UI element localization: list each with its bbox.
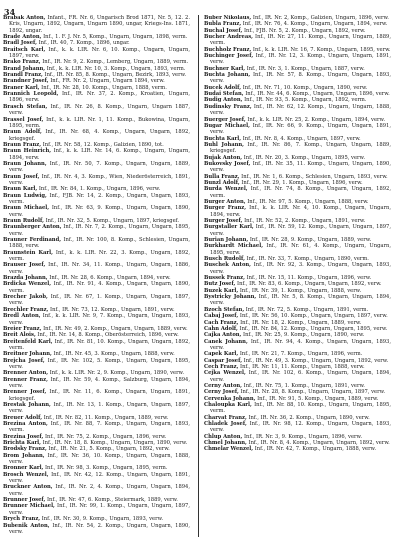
- entry-details: Inf., IR. Nr. 9, 2. Komp., Lemberg, Ungarn, 1889, verm.: [42, 59, 189, 66]
- entry-name: Chaloupka Karl,: [204, 401, 252, 408]
- entry-name: Cervenka Johann,: [204, 395, 256, 402]
- entry-details: Inf., IR. Nr. 36, 10. Komp., Ungarn, Ungarn, 1888, verw.: [9, 452, 190, 466]
- entry-details: Inf., k. k. LIR. Nr. 2, 9. Komp., Ungarn, 1890, verw.: [49, 370, 185, 377]
- entry-name: Buchholz Franz,: [204, 46, 252, 53]
- entry-details: Inf., 1. F. J. Nr. 5, Komp., Ungarn, Ungarn, 1898, verm.: [43, 34, 188, 41]
- entry-name: Bucek Adolf,: [204, 84, 242, 91]
- entry-name: Butz Josef,: [204, 281, 236, 288]
- entry-details: Inf., IR. Nr. 94, 4. Komp., Ungarn, Ungarn, 1893, verw.: [210, 338, 391, 351]
- entry-details: Inf., IR. Nr. 12, 3. Komp., Ungarn, Ungarn, 1891, verw.: [210, 53, 391, 66]
- entry-name: Budig Anton,: [204, 97, 243, 104]
- list-entry: [3, 15, 190, 34]
- list-entry: [3, 339, 190, 352]
- entry-details: Inf., IR. Nr. 85, 8. Komp., Ungarn, Bezirk, 1893, verw.: [44, 72, 187, 79]
- list-entry: [204, 224, 391, 237]
- entry-name: Brandl Franz,: [3, 72, 43, 79]
- entry-details: Inf., k. k. LIR. Nr. 10, 3. Komp., Ungarn, 1893, verm.: [46, 65, 186, 72]
- entry-name: Braun Rudolf,: [3, 218, 44, 224]
- entry-details: Inf., IR. Nr. 7, 2. Komp., Ungarn, Ungarn, 1895, verw.: [9, 224, 190, 237]
- entry-details: Inf., IR. Nr. 82, 11. Komp., Ungarn, 1889, verw.: [43, 414, 169, 421]
- entry-details: Inf., IR. Nr. 86, 7. Komp., Ungarn, Ungarn, 1889, kriegsgef.: [210, 141, 391, 155]
- list-entry: [3, 472, 190, 485]
- entry-name: Bukovsky Josef,: [204, 160, 251, 167]
- list-entry: [204, 34, 391, 47]
- entry-details: Inf., IR. Nr. 63, 9. Komp., Ungarn, Ungarn, 1890, verw.: [9, 205, 190, 218]
- entry-name: Caspar Josef,: [204, 357, 242, 364]
- entry-name: Braitsch Karl,: [3, 46, 46, 53]
- entry-details: Inf., IR. Nr. 21, 7. Komp., Ungarn, 1896, verm.: [239, 351, 363, 358]
- entry-details: Inf., IR. Nr. 26, 8. Komp., Ungarn, Ungarn 1887, verw.: [9, 103, 190, 117]
- entry-details: Inf., IR. Nr. 98, 3. Komp., Ungarn, 1895, verm.: [45, 465, 168, 472]
- entry-name: Braun Karl,: [3, 186, 38, 193]
- entry-details: Inf., IR. Nr. 66, 9. Komp., Ungarn, Ungarn, 1891, verw.: [210, 122, 391, 136]
- entry-details: Inf., IR. Nr. 50, 7. Komp., Ungarn, Ungarn, 1889, verw.: [9, 160, 190, 174]
- entry-name: Brdicka Wenzel,: [3, 281, 52, 288]
- entry-details: Inf., IR. Nr. 18, 2. Komp., Ungarn, 1889, verw.: [240, 319, 362, 326]
- list-entry: [204, 446, 391, 452]
- entry-details: Inf., IR. Nr. 88, 7. Komp., Ungarn, Ungarn, 1893, verm.: [9, 421, 190, 434]
- entry-name: Brauser Josef,: [3, 262, 46, 269]
- entry-details: Inf., IR. Nr. 21, 5. Komp., Ungarn, 1892, verw.: [48, 446, 170, 453]
- list-entry: [3, 421, 190, 434]
- entry-name: Cach Franz,: [204, 319, 239, 326]
- entry-details: Inf., IR. Nr. 4, 3. Komp., Wien, Niederösterreich, 1891, verw.: [9, 173, 190, 186]
- entry-name: Buzek Karl,: [204, 287, 239, 294]
- entry-details: Inf., IR. Nr. 57, 8. Komp., Ungarn, Ungarn, 1893, verw.: [210, 72, 391, 85]
- list-entry: [3, 523, 190, 536]
- entry-details: Inf., IR. Nr. 92, 3. Komp., Ungarn, Ungarn, 1893, verw.: [210, 262, 391, 275]
- list-entry: [204, 421, 391, 434]
- entry-name: Canek Johann,: [204, 338, 248, 345]
- entry-name: Brauner Ferdinand,: [3, 237, 62, 244]
- entry-name: Brechler Franz,: [3, 306, 49, 313]
- entry-name: Braun Ludwig,: [3, 192, 47, 199]
- entry-details: Inf., IR. Nr. 61, 4. Komp., Ungarn, Ungarn, 1895, verw.: [210, 243, 391, 256]
- entry-details: Inf., IR. Nr. 37, 2. Komp., Kroatien, Ungarn, 1896, verw.: [9, 91, 190, 104]
- list-entry: [204, 262, 391, 275]
- entry-details: Inf., IR. Nr. 58, 12. Komp., Galizien, 1890, tot.: [42, 141, 164, 148]
- list-entry: [3, 129, 190, 142]
- entry-details: Inf., IR. Nr. 93, 5. Komp., Ungarn, 1892, verm.: [244, 97, 367, 104]
- entry-name: Brassel Josef,: [3, 116, 44, 123]
- entry-name: Burgstaller Karl,: [204, 224, 254, 231]
- entry-name: Burger Franz,: [204, 205, 247, 212]
- entry-details: Inf., k. k. LIR. Nr. 16, 7. Komp., Ungarn, 1895, verw.: [252, 46, 391, 53]
- entry-name: Brych Franz,: [3, 516, 41, 523]
- entry-details: Inf., IR. 40, 7. Komp., 1896, ungar.: [38, 40, 130, 47]
- entry-name: Bruckner Anton,: [3, 484, 53, 491]
- entry-details: Inf., IR. Nr. 47, 6. Komp., Steiermark, 1889, verw.: [47, 497, 178, 504]
- list-entry: [3, 503, 190, 516]
- column-divider: [198, 15, 199, 537]
- entry-details: Inf., IR. Nr. 5, 8. Komp., Ungarn, Ungarn, 1894, verw.: [210, 294, 391, 307]
- entry-details: Inf., IR. Nr. 20, 3. Komp., Ungarn, 1895, verw.: [243, 154, 365, 161]
- entry-name: Brako Franz,: [3, 59, 41, 66]
- list-entry: [204, 243, 391, 256]
- entry-name: Brabak Anton,: [3, 15, 46, 21]
- entry-name: Buchner Karl,: [204, 65, 246, 72]
- entry-details: Inf., IR. Nr. 102, 6. Komp., Ungarn, Ungarn, 1894, verw.: [210, 370, 391, 383]
- list-entry: [204, 186, 391, 199]
- entry-details: Inf., IR. Nr. 3, 9. Komp., Ungarn, 1896, verw.: [243, 433, 362, 440]
- entry-name: Braun Adolf,: [3, 129, 42, 136]
- entry-name: Braunberger Anton,: [3, 224, 62, 231]
- right-column: [204, 15, 391, 535]
- entry-name: Brandner Josef,: [3, 78, 49, 85]
- entry-details: Inf., IR. Nr. 75, 1. Komp., Ungarn, 1891, verw.: [243, 382, 365, 389]
- entry-details: Inf., IR. Nr. 76, 4. Komp., Ungarn, Ungarn, 1894, verw.: [242, 21, 388, 28]
- entry-details: Inf., IR. Nr. 34, 11. Komp., Ungarn, Ungarn, 1886, verw.: [9, 262, 190, 275]
- entry-details: Inf., IR. Nr. 100, 8. Komp., Schlesien, Ungarn, 1888, verw.: [9, 237, 190, 250]
- entry-name: Buchta Johann,: [204, 72, 251, 79]
- list-entry: [204, 402, 391, 415]
- entry-name: Buhl Johann,: [204, 141, 244, 148]
- entry-name: Breier Franz,: [3, 325, 42, 332]
- entry-details: Inf., IR. Nr. 44, 6. Komp., Ungarn, Ungarn, 1896, verw.: [245, 91, 390, 98]
- list-entry: [204, 123, 391, 136]
- entry-details: Inf., IR. Nr. 2, Komp., Galizien, Ungarn, 1896, verw.: [252, 15, 389, 21]
- entry-details: Inf., IR. Nr. 32, 5. Komp., Ungarn, 1897, kriegsgef.: [45, 218, 180, 224]
- entry-details: Inf., k. k. LIR. Nr. 25, 2. Komp., Ungarn, 1894, verw.: [247, 116, 386, 123]
- list-entry: [3, 484, 190, 497]
- entry-name: Chmelar Wenzel,: [204, 446, 254, 453]
- entry-name: Buerger Josef,: [204, 116, 246, 123]
- entry-details: Inf., IR. Nr. 13, 1. Komp., Ungarn, Ungarn, 1897, verw.: [9, 401, 190, 415]
- list-entry: [204, 205, 391, 218]
- entry-name: Buschek Anton,: [204, 262, 251, 269]
- list-entry: [3, 104, 190, 117]
- entry-name: Bussek Franz,: [204, 275, 245, 282]
- entry-details: Inf., IR. Nr. 71, 10. Komp., Ungarn, 1890, verw.: [242, 84, 368, 91]
- entry-details: Inf., k. k. LIR. Nr. 1, 11. Komp., Bukowina, Ungarn, 1895, verm.: [9, 116, 190, 129]
- entry-name: Brejcha Josef,: [3, 357, 45, 364]
- entry-name: Brunner Michael,: [3, 503, 55, 510]
- list-entry: [204, 294, 391, 307]
- entry-details: Inf., IR. Nr. 68, 4. Komp., Ungarn, Ungarn, 1892, kriegsgef.: [9, 129, 190, 142]
- entry-name: Burger Josef,: [204, 218, 243, 224]
- entry-details: Inf., IR. Nr. 33, 7. Komp., Ungarn, 1890, verm.: [246, 256, 369, 263]
- entry-details: Inf., IR. Nr. 52, 2. Komp., Ungarn, 1891, verw.: [244, 218, 366, 224]
- entry-details: Inf., IR. Nr. 28, 8. Komp., Ungarn, Ungarn, 1897, verw.: [240, 389, 386, 396]
- entry-name: Chlup Anton,: [204, 433, 243, 440]
- list-entry: [3, 389, 190, 402]
- entry-name: Buchal Josef,: [204, 27, 243, 34]
- entry-name: Burian Johann,: [204, 237, 249, 244]
- list-entry: [204, 142, 391, 155]
- entry-details: Inf., k. k. LIR. Nr. 6, 10. Komp., Ungarn, Ungarn, 1897, verw.: [9, 46, 190, 60]
- page-number: 34: [4, 7, 16, 17]
- entry-details: Inf., IR. Nr. 30, 9. Komp., Ungarn, 1893, verw.: [41, 516, 164, 523]
- entry-name: Cabaj Josef,: [204, 313, 239, 320]
- entry-details: Inf., IR. Nr. 97, 5. Komp., Ungarn, 1888, verw.: [247, 198, 369, 205]
- entry-name: Brazda Johann,: [3, 275, 48, 282]
- entry-name: Brenner Josef,: [3, 389, 47, 396]
- entry-name: Buber Nikolaus,: [204, 15, 252, 21]
- list-entry: [3, 193, 190, 206]
- entry-details: Inf., IR. Nr. 83, 6. Komp., Ungarn, Ungarn, 1892, verw.: [237, 281, 382, 288]
- entry-details: Inf., IR. Nr. 88, 10. Komp., Ungarn, Ungarn, 1895, verm.: [210, 401, 391, 415]
- entry-name: Braun Johann,: [3, 160, 47, 167]
- entry-details: Inf., IR. Nr. 75, 2. Komp., Ungarn, 1896, verw.: [45, 433, 167, 440]
- entry-name: Cerny Josef,: [204, 389, 239, 396]
- entry-name: Budinsky Franz,: [204, 103, 252, 110]
- list-entry: [204, 53, 391, 66]
- entry-name: Brade Anton,: [3, 34, 42, 41]
- entry-details: Inf., IR. Nr. 62, 12. Komp., Ungarn, Ungarn, 1888, verw.: [210, 103, 391, 117]
- entry-details: Inf., FR. Nr. 2, Ungarn, Ungarn 1894, verw.: [50, 78, 165, 85]
- entry-name: Brannich Leopold,: [3, 91, 59, 98]
- entry-name: Bubla Franz,: [204, 21, 242, 28]
- entry-name: Chmel Johann,: [204, 440, 247, 447]
- entry-name: Bradl Josef,: [3, 40, 37, 47]
- list-entry: [204, 104, 391, 117]
- entry-details: Inf., IR. Nr. 49, 3. Komp., Ungarn, Ungarn, 1892, verw.: [243, 357, 389, 364]
- entry-details: Inf., IR. Nr. 27, 11. Komp., Ungarn, Ungarn, 1889, verm.: [210, 34, 391, 47]
- entry-details: Inf., IR. Nr. 14, 8. Komp., Oberösterreich, 1896, verw.: [37, 332, 179, 339]
- list-entry: [3, 358, 190, 371]
- entry-details: Inf., IR. Nr. 59, 4. Komp., Salzburg, Ungarn, 1894, verw.: [9, 376, 190, 389]
- list-entry: [3, 262, 190, 275]
- entry-details: Inf., IR. Nr. 45, 3. Komp., Ungarn, 1888, verw.: [53, 351, 175, 358]
- entry-details: Inf., IR. Nr. 39, 1. Komp., Ungarn, 1888, verw.: [239, 287, 362, 294]
- entry-details: Inf., k. k. LIR. Nr. 14, 6. Komp., Ungarn, Ungarn, 1894, verw.: [9, 148, 190, 161]
- entry-details: Inf., IR. Nr. 1, 6. Komp., Schlesien, Ungarn, 1893, verw.: [241, 173, 388, 180]
- entry-name: Braun Heinrich,: [3, 148, 52, 155]
- entry-name: Bucher Andreas,: [204, 34, 253, 41]
- entry-details: Inf., IR. Nr. 25, 9. Komp., Ungarn, 1890, verw.: [243, 332, 365, 339]
- entry-name: Brunner Josef,: [3, 497, 46, 504]
- entry-name: Bujak Anton,: [204, 154, 243, 161]
- entry-details: Inf., IR. Nr. 29, 1. Komp., Ungarn, 1896, verw.: [241, 179, 363, 186]
- entry-details: Inf., k. k. LIR. Nr. 9, 7. Komp., Ungarn, Ungarn, 1893, verw.: [9, 313, 190, 326]
- entry-name: Bugar Michael,: [204, 122, 250, 129]
- entry-name: Braun Franz,: [3, 141, 42, 148]
- entry-name: Bronner Karl,: [3, 465, 44, 472]
- entry-name: Burger Anton,: [204, 198, 246, 205]
- entry-details: Inf., IR. Nr. 15, 11. Komp., Ungarn, 1896, verw.: [246, 275, 372, 282]
- entry-name: Brand Johann,: [3, 65, 46, 72]
- entry-details: Inf., IR. Nr. 72, 5. Komp., Ungarn, 1891, verm.: [245, 306, 369, 313]
- entry-details: Inf., IR. Nr. 18, 8. Komp., Ungarn, Ungarn, 1890, verw.: [42, 440, 188, 447]
- entry-name: Breuer Adolf,: [3, 414, 43, 421]
- entry-name: Brecher Jakob,: [3, 294, 48, 301]
- entry-name: Braner Karl,: [3, 84, 40, 91]
- entry-name: Cejka Wenzel,: [204, 370, 246, 377]
- entry-name: Chladek Josef,: [204, 421, 247, 427]
- list-entry: [3, 224, 190, 237]
- list-entry: [3, 237, 190, 250]
- entry-details: Inf., IR. Nr. 59, 12. Komp., Ungarn, Ungarn, 1897, verw.: [210, 224, 391, 237]
- entry-name: Buchinger Josef,: [204, 53, 254, 60]
- entry-name: Braun Michael,: [3, 205, 50, 212]
- entry-name: Bystricky Johann,: [204, 294, 257, 301]
- entry-details: Inf., IR. Nr. 49, 2. Komp., Ungarn, Ungarn, 1889, verw.: [43, 325, 188, 332]
- entry-details: Inf., IR. Nr. 11, 11. Komp., Ungarn, 1888, verw.: [240, 363, 365, 370]
- entry-details: Inf., IR. Nr. 36, 2. Komp., Ungarn, 1890, verw.: [248, 414, 370, 421]
- entry-details: Inf., IR. Nr. 28, 10. Komp., Ungarn, 1888, verm.: [41, 84, 167, 91]
- list-entry: [204, 161, 391, 174]
- entry-name: Brenner Franz,: [3, 376, 48, 383]
- entry-details: Inf., IR. Nr. 28, 9. Komp., Ungarn, 1889, verw.: [249, 237, 372, 244]
- entry-name: Cech Franz,: [204, 363, 239, 370]
- entry-name: Bzoch Stefan,: [204, 306, 245, 313]
- list-entry: [204, 339, 391, 352]
- entry-details: Inf., IR. Nr. 81, 10. Komp., Ungarn, Ungarn, 1892, verm.: [9, 338, 190, 351]
- entry-name: Bubenik Anton,: [3, 522, 50, 529]
- entry-name: Braunstein Karl,: [3, 249, 53, 256]
- entry-details: Inf., IR. Nr. 54, 2. Komp., Ungarn, Ungarn, 1890, verw.: [9, 522, 190, 535]
- entry-name: Brichta Karl,: [3, 440, 41, 447]
- entry-details: Inf., IR. Nr. 91, 4. Komp., Ungarn, Ungarn, 1890, verm.: [9, 281, 190, 294]
- entry-details: Inf., IR. Nr. 8, 4. Komp., Ungarn, 1897, verw.: [242, 135, 361, 142]
- list-entry: [3, 174, 190, 187]
- entry-name: Brodsky Franz,: [3, 446, 47, 453]
- list-entry: [204, 370, 391, 383]
- entry-details: Inf., IR. Nr. 28, 6. Komp., Ungarn, 1894, verw.: [49, 275, 171, 282]
- entry-name: Charvat Franz,: [204, 414, 247, 421]
- entry-name: Cerny Anton,: [204, 382, 242, 389]
- entry-name: Burda Wenzel,: [204, 186, 248, 193]
- entry-details: Inf., IR. Nr. 67, 1. Komp., Ungarn, Ungarn, 1897, verw.: [9, 294, 190, 307]
- entry-name: Budai Stefan,: [204, 91, 244, 98]
- list-entry: [3, 281, 190, 294]
- entry-details: Infant., FR. Nr. 6, Ungarisch Brod 1871, Nr. 5, 12. 2. Kris, Ungarn, 1892, Ungarn, Ungarn 1890, ungar, Kriegs-Ins. 1871, 1892, ungar.: [9, 15, 190, 34]
- entry-details: Inf., IR. Nr. 42, 7. Komp., Ungarn, 1888, verw.: [254, 446, 377, 453]
- list-entry: [3, 250, 190, 263]
- list-entry: [3, 313, 190, 326]
- entry-details: Inf., IR. Nr. 102, 5. Komp., Ungarn, Ungarn, 1895, verw.: [9, 357, 190, 370]
- entry-details: Inf., IR. Nr. 2, 4. Komp., Ungarn, Ungarn, 1894, verw.: [9, 484, 190, 497]
- entry-name: Braun Josef,: [3, 173, 40, 180]
- entry-name: Buchta Karl,: [204, 135, 242, 142]
- entry-details: Inf., IR. Nr. 56, 10. Komp., Ungarn, Ungarn, 1897, verw.: [239, 313, 388, 320]
- list-entry: [3, 161, 190, 174]
- entry-name: Burkhardt Michael,: [204, 243, 263, 250]
- entry-details: Inf., IR. Nr. 91, 5. Komp., Ungarn, 1889, verw.: [257, 395, 379, 402]
- entry-name: Busch Rudolf,: [204, 256, 245, 263]
- entry-details: Inf., IR. Nr. 3, 1. Komp., Ungarn, 1887, verw.: [246, 65, 365, 72]
- entry-details: Inf., IR. Nr. 73, 12. Komp., Ungarn, 1891, verw.: [50, 306, 175, 313]
- entry-details: Inf., IR. Nr. 42, 12. Komp., Ungarn, Ungarn, 1891, verw.: [9, 471, 190, 485]
- entry-details: Inf., IR. Nr. 98, 12. Komp., Ungarn, Ungarn, 1893, verw.: [210, 421, 391, 434]
- entry-name: Breitenfeld Karl,: [3, 338, 53, 345]
- entry-name: Cajka Anton,: [204, 332, 242, 339]
- entry-name: Brezina Josef,: [3, 433, 44, 440]
- list-entry: [3, 294, 190, 307]
- entry-details: Inf., FJB. Nr. 14, 2. Komp., Ungarn, Ungarn, 1893, verm.: [9, 192, 190, 205]
- left-column: [3, 15, 190, 535]
- entry-name: Breitner Johann,: [3, 351, 52, 358]
- entry-details: Inf., IR. Nr. 11, 6. Komp., Ungarn, Ungarn, 1891, kriegsgef.: [9, 389, 190, 402]
- list-entry: [3, 402, 190, 415]
- entry-name: Capek Karl,: [204, 351, 239, 358]
- entry-name: Bulla Franz,: [204, 173, 240, 180]
- list-entry: [3, 91, 190, 104]
- entry-name: Brasch Stefan,: [3, 103, 48, 110]
- entry-name: Breit Alois,: [3, 332, 36, 339]
- entry-name: Brosch Wenzel,: [3, 471, 49, 478]
- list-entry: [3, 117, 190, 130]
- entry-details: Inf., IR. Nr. 8, 4. Komp., Ungarn, Ungarn, 1892, verw.: [248, 440, 390, 447]
- entry-details: Inf., IR. Nr. 84, 12. Komp., Ungarn, Ungarn, 1895, verw.: [239, 325, 388, 332]
- list-entry: [3, 47, 190, 60]
- entry-details: Inf., IR. Nr. 99, 1. Komp., Ungarn, Ungarn, 1897, verw.: [9, 503, 190, 516]
- entry-details: Inf., FJB. Nr. 5, 2. Komp., Ungarn, 1892, verw.: [243, 27, 366, 34]
- entry-name: Bunzl Adolf,: [204, 179, 240, 186]
- entry-details: Inf., k. k. LIR. Nr. 22, 3. Komp., Ungarn, 1892, verm.: [9, 249, 190, 263]
- list-entry: [3, 377, 190, 390]
- entry-name: Brom Johann,: [3, 452, 45, 459]
- list-entry: [204, 72, 391, 85]
- entry-details: Inf., k. k. LIR. Nr. 4, 10. Komp., Ungarn, Ungarn, 1894, verw.: [210, 205, 391, 218]
- list-entry: [3, 453, 190, 466]
- entry-details: Inf., IR. Nr. 74, 8. Komp., Ungarn, Ungarn, 1892, verm.: [210, 186, 391, 199]
- list-entry: [3, 148, 190, 161]
- entry-name: Cahn Adolf,: [204, 325, 238, 332]
- entry-name: Brestak Johann,: [3, 401, 51, 408]
- entry-name: Brezina Anton,: [3, 421, 48, 427]
- list-entry: [3, 205, 190, 218]
- entry-details: Inf., IR. Nr. 35, 11. Komp., Ungarn, Ungarn, 1890, verw.: [210, 160, 391, 174]
- entry-details: Inf., IR. Nr. 84, 1. Komp., Ungarn, 1896, verw.: [38, 186, 161, 193]
- entry-name: Bredl Anton,: [3, 313, 41, 320]
- entry-name: Brenner Anton,: [3, 370, 49, 377]
